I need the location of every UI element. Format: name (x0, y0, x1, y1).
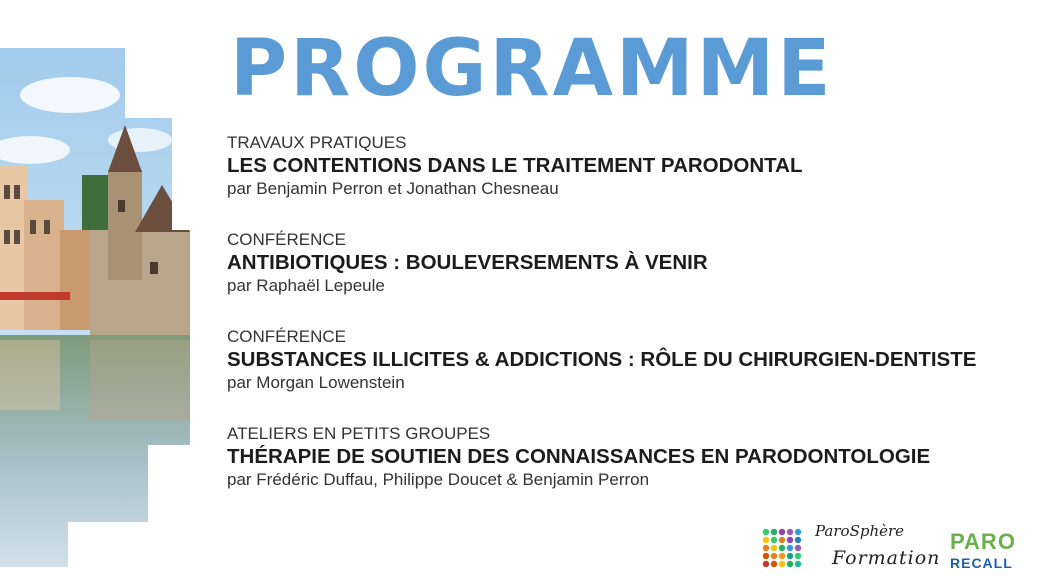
program-item (227, 230, 1027, 327)
paro-recall-bottom: RECALL (950, 555, 1013, 571)
program-item (227, 424, 1027, 521)
session-speakers: par Morgan Lowenstein (227, 373, 405, 392)
session-speakers: par Benjamin Perron et Jonathan Chesneau (227, 179, 559, 198)
page-title: PROGRAMME (230, 24, 834, 114)
program-list (227, 133, 1027, 521)
session-speakers: par Frédéric Duffau, Philippe Doucet & Benjamin Perron (227, 470, 650, 489)
parosphere-subtitle: Formation (832, 547, 941, 569)
session-title: SUBSTANCES ILLICITES & ADDICTIONS : RÔLE DU CHIRURGIEN-DENTISTE (227, 348, 977, 371)
paro-recall-top: PARO (950, 529, 1016, 554)
parosphere-dots-icon (762, 528, 806, 572)
session-category: CONFÉRENCE (227, 230, 347, 249)
partner-logos (760, 522, 1030, 578)
parosphere-name: ParoSphère (815, 522, 905, 540)
session-title: ANTIBIOTIQUES : BOULEVERSEMENTS À VENIR (227, 251, 708, 274)
program-item (227, 133, 1027, 230)
program-item (227, 327, 1027, 424)
session-category: CONFÉRENCE (227, 327, 347, 346)
session-title: LES CONTENTIONS DANS LE TRAITEMENT PARODONTAL (227, 154, 803, 177)
annecy-photo-collage (0, 0, 200, 585)
session-category: ATELIERS EN PETITS GROUPES (227, 424, 491, 443)
session-category: TRAVAUX PRATIQUES (227, 133, 407, 152)
session-speakers: par Raphaël Lepeule (227, 276, 385, 295)
session-title: THÉRAPIE DE SOUTIEN DES CONNAISSANCES EN PARODONTOLOGIE (227, 445, 931, 468)
